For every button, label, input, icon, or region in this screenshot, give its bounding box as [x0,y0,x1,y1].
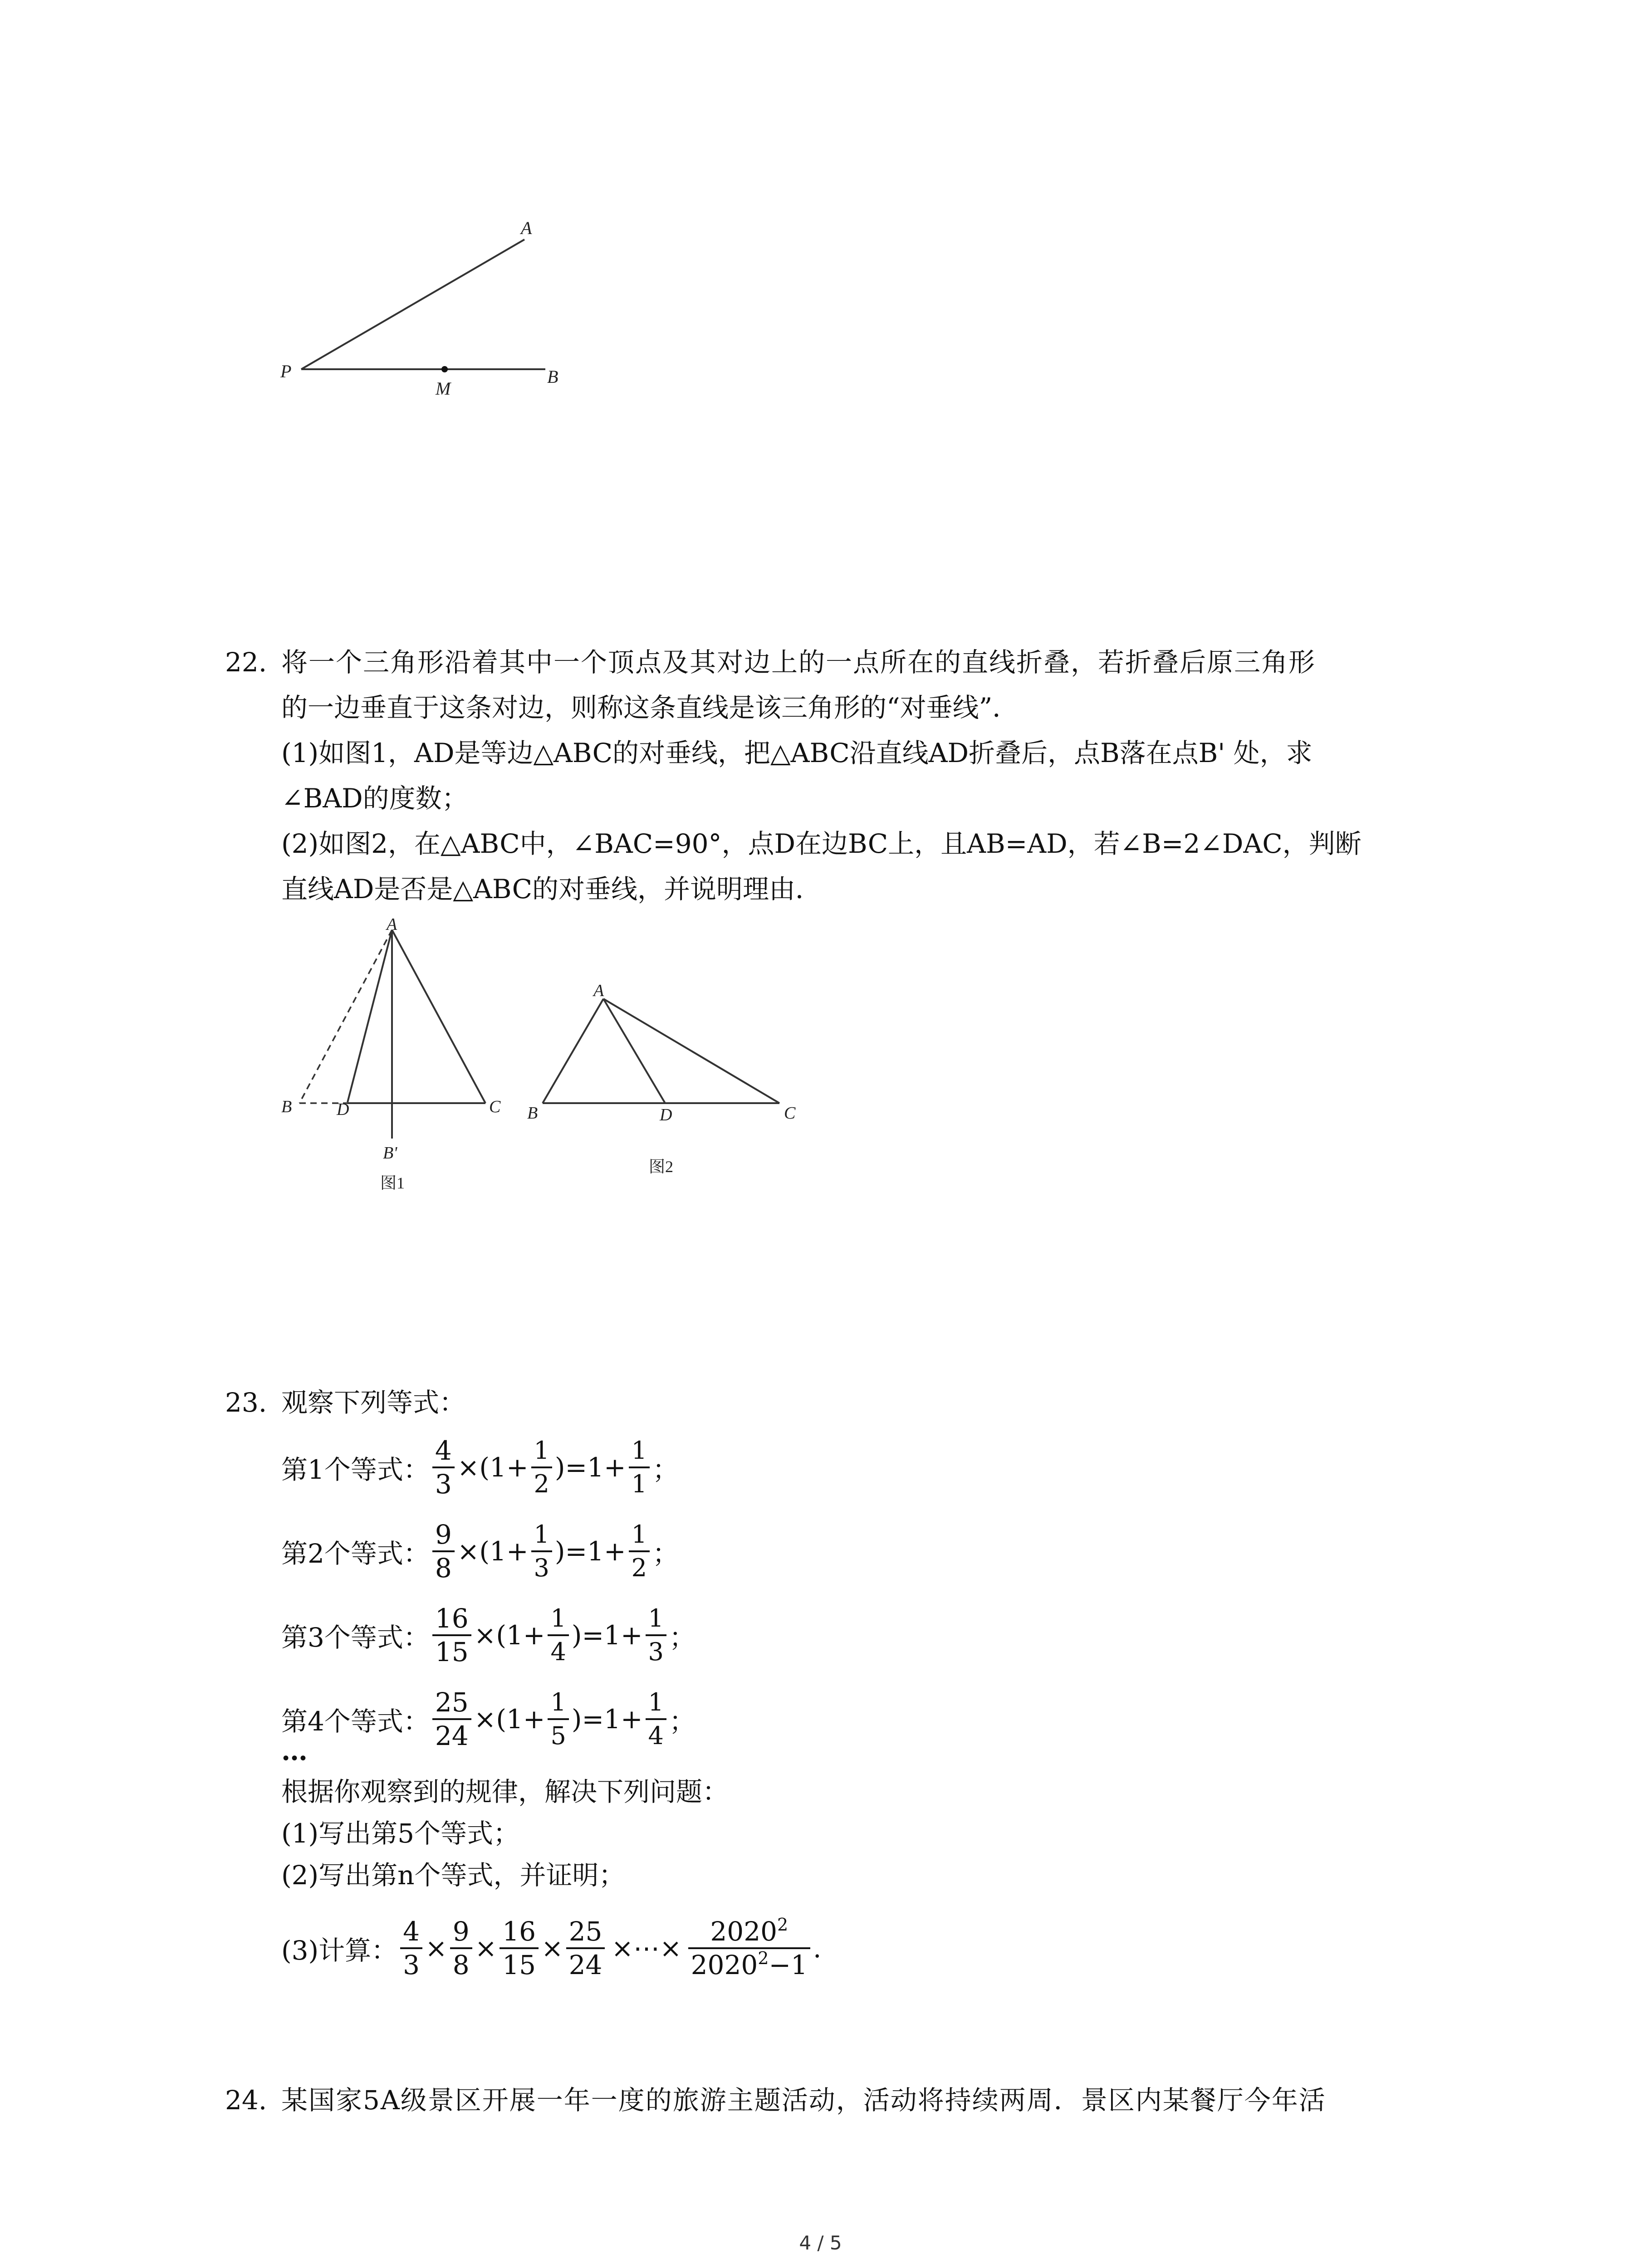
fig1-label-b: B [281,1097,292,1116]
fig2-segment-ad [603,999,665,1103]
q23-eq-3 [281,1592,696,1678]
figure-2 [517,975,826,1193]
times-dots: ×⋯× [611,1933,682,1964]
q23-rule: 根据你观察到的规律，解决下列问题： [281,1776,729,1807]
fraction: $\frac{1}{3}$ [531,1519,552,1584]
eq-close: )=1+ [571,1620,643,1651]
fraction: $\frac{9}{8}$ [450,1916,472,1981]
eq-times-open: ×(1+ [457,1452,529,1483]
eq-close: )=1+ [554,1536,626,1567]
q23-eq-1 [281,1424,679,1510]
q24-number: 24. [225,2085,267,2116]
point-m [441,366,448,372]
fig2-label-b: B [527,1104,538,1123]
eq-semicolon: ； [652,1454,679,1485]
eq-times-open: ×(1+ [457,1536,529,1567]
fraction: $\frac{4}{3}$ [400,1916,422,1981]
eq-label: 第2个等式： [281,1538,430,1569]
fraction: $\frac{4}{3}$ [432,1435,455,1500]
q23-part1: (1)写出第5个等式； [281,1818,520,1849]
q22-number: 22. [225,647,267,678]
eq-label: 第4个等式： [281,1706,430,1737]
fig1-label-a: A [387,915,397,934]
eq-semicolon: ； [669,1622,696,1653]
figure-1 [272,916,526,1198]
times-sign: × [541,1933,563,1964]
q24-line1: 某国家5A级景区开展一年一度的旅游主题活动，活动将持续两周．景区内某餐厅今年活 [281,2085,1326,2116]
fig2-label-d: D [660,1105,672,1124]
fraction-2020: $\frac{2020^2}{2020^2-1}$ [688,1916,810,1981]
q22-line2: 的一边垂直于这条对边，则称这条直线是该三角形的“对垂线”． [281,692,1019,723]
eq-semicolon: ； [652,1538,679,1569]
eq-times-open: ×(1+ [474,1620,545,1651]
ray-pa [301,240,524,369]
fraction: $\frac{25}{24}$ [432,1686,471,1752]
segment-ac [392,930,485,1103]
fraction: $\frac{9}{8}$ [432,1519,455,1584]
fig1-label-d: D [337,1100,349,1119]
label-b: B [547,367,558,387]
fraction: $\frac{16}{15}$ [432,1603,471,1668]
q22-part2-line2: 直线AD是否是△ABC的对垂线，并说明理由． [281,874,822,904]
fraction: $\frac{1}{2}$ [531,1435,552,1500]
times-sign: × [475,1933,497,1964]
fig2-segment-ab [543,999,603,1103]
angle-figure [254,213,617,404]
fraction: $\frac{1}{2}$ [629,1519,650,1584]
eq-label: 第3个等式： [281,1622,430,1653]
fig1-label-b-prime: B' [383,1144,397,1163]
eq-semicolon: ； [669,1706,696,1737]
fig2-segment-ac [603,999,779,1103]
page-number: 4 / 5 [799,2232,842,2254]
p3-label: (3)计算： [281,1935,398,1966]
segment-ab-prime [348,930,392,1102]
q22-line1: 将一个三角形沿着其中一个顶点及其对边上的一点所在的直线折叠，若折叠后原三角形 [281,647,1316,678]
q23-number: 23. [225,1387,267,1418]
fraction: $\frac{1}{5}$ [548,1686,568,1752]
fig2-label-a: A [593,981,604,1000]
fig1-caption: 图1 [380,1174,405,1192]
fig2-caption: 图2 [649,1158,674,1176]
fraction: $\frac{1}{4}$ [646,1686,666,1752]
eq-times-open: ×(1+ [474,1704,545,1735]
eq-close: )=1+ [554,1452,626,1483]
fraction: $\frac{1}{1}$ [629,1435,650,1500]
q22-part1-line1: (1)如图1，AD是等边△ABC的对垂线，把△ABC沿直线AD折叠后，点B落在点B' 处，求 [281,738,1313,768]
q23-intro: 观察下列等式： [281,1387,466,1418]
fraction: $\frac{25}{24}$ [566,1916,605,1981]
q23-part2: (2)写出第n个等式，并证明； [281,1860,625,1891]
q22-part2-line1: (2)如图2，在△ABC中，∠BAC=90°，点D在边BC上，且AB=AD，若∠B=2∠DAC，判断 [281,828,1362,859]
eq-close: )=1+ [571,1704,643,1735]
q23-eq-2 [281,1508,679,1594]
q23-eq-4 [281,1676,696,1762]
eq-label: 第1个等式： [281,1454,430,1485]
segment-ab-dashed [299,930,392,1103]
fig2-label-c: C [784,1104,796,1123]
fraction: $\frac{1}{4}$ [548,1603,568,1668]
label-m: M [436,378,451,399]
q22-part1-line2: ∠BAD的度数； [281,783,468,814]
p3-period: . [813,1933,822,1964]
q23-ellipsis: … [281,1735,308,1766]
times-sign: × [425,1933,447,1964]
fraction: $\frac{16}{15}$ [500,1916,539,1981]
fraction: $\frac{1}{3}$ [646,1603,666,1668]
q23-part3 [281,1905,821,1991]
fig1-label-c: C [489,1097,501,1116]
label-p: P [280,361,292,381]
label-a: A [521,218,532,238]
